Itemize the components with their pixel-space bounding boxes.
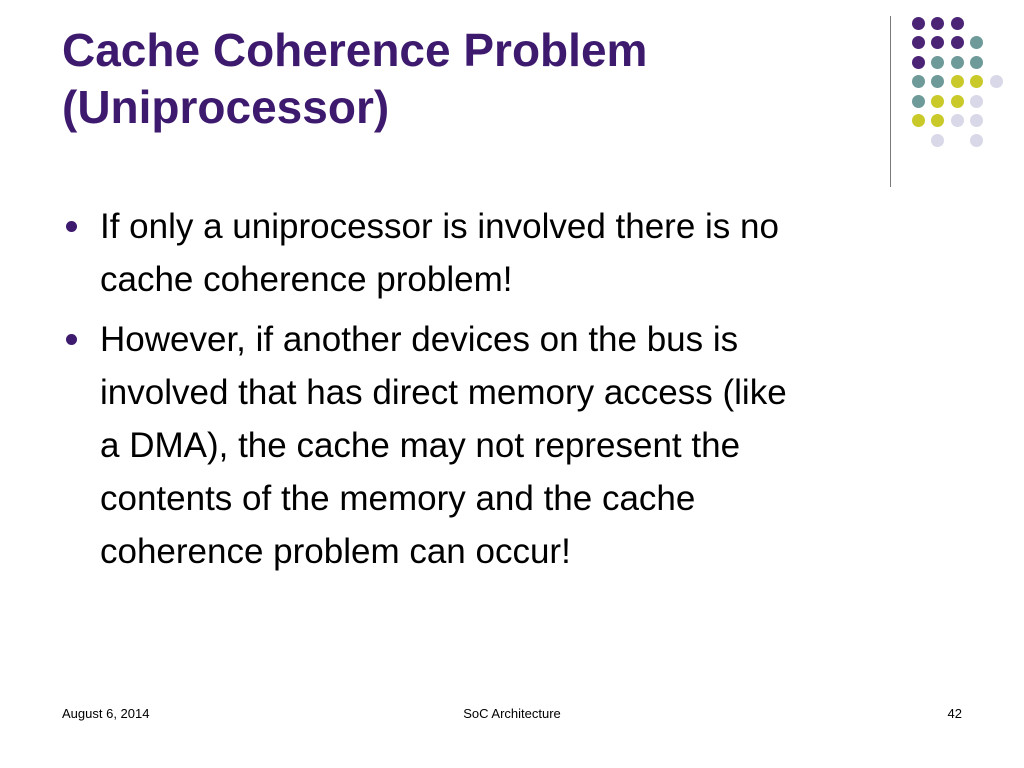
bullet-line: cache coherence problem! [100,260,513,299]
dot-grid-dot [970,75,983,88]
slide-title-line: (Uniprocessor) [62,81,390,133]
footer-page-number: 42 [947,706,962,721]
dot-grid-dot [931,75,944,88]
dot-grid-dot [931,95,944,108]
dot-grid-dot [951,95,964,108]
dot-grid-dot [951,36,964,49]
dot-grid-dot [912,17,925,30]
dot-grid-dot [912,56,925,69]
dot-grid-dot [970,36,983,49]
bullet-line: If only a uniprocessor is involved there is no [100,207,779,246]
bullet-list [62,200,962,585]
bullet-dot-icon [66,334,77,345]
dot-grid-dot [912,75,925,88]
dot-grid-dot [912,95,925,108]
slide-title [62,22,862,136]
bullet-item [62,200,962,306]
dot-grid-dot [912,36,925,49]
dot-grid-dot [912,114,925,127]
bullet-line: contents of the memory and the cache [100,479,696,518]
dot-grid-dot [931,114,944,127]
dot-grid-dot [970,134,983,147]
bullet-item [62,313,962,578]
dot-grid-dot [931,36,944,49]
footer-date: August 6, 2014 [62,706,150,721]
dot-grid-dot [931,56,944,69]
bullet-text [100,200,962,306]
dot-grid-dot [990,75,1003,88]
title-divider-line [890,16,891,187]
dot-grid-dot [931,134,944,147]
bullet-dot-icon [66,221,77,232]
dot-grid-dot [970,95,983,108]
dot-grid-dot [970,56,983,69]
bullet-line: a DMA), the cache may not represent the [100,426,741,465]
slide-title-line: Cache Coherence Problem [62,24,648,76]
dot-grid-dot [970,114,983,127]
bullet-line: However, if another devices on the bus is [100,320,739,359]
dot-grid-dot [951,75,964,88]
footer-title: SoC Architecture [463,706,561,721]
dot-grid-dot [951,56,964,69]
bullet-text [100,313,962,578]
bullet-line: coherence problem can occur! [100,532,571,571]
bullet-line: involved that has direct memory access (like [100,373,787,412]
dot-grid-dot [951,114,964,127]
dot-grid-dot [931,17,944,30]
dot-grid-dot [951,17,964,30]
